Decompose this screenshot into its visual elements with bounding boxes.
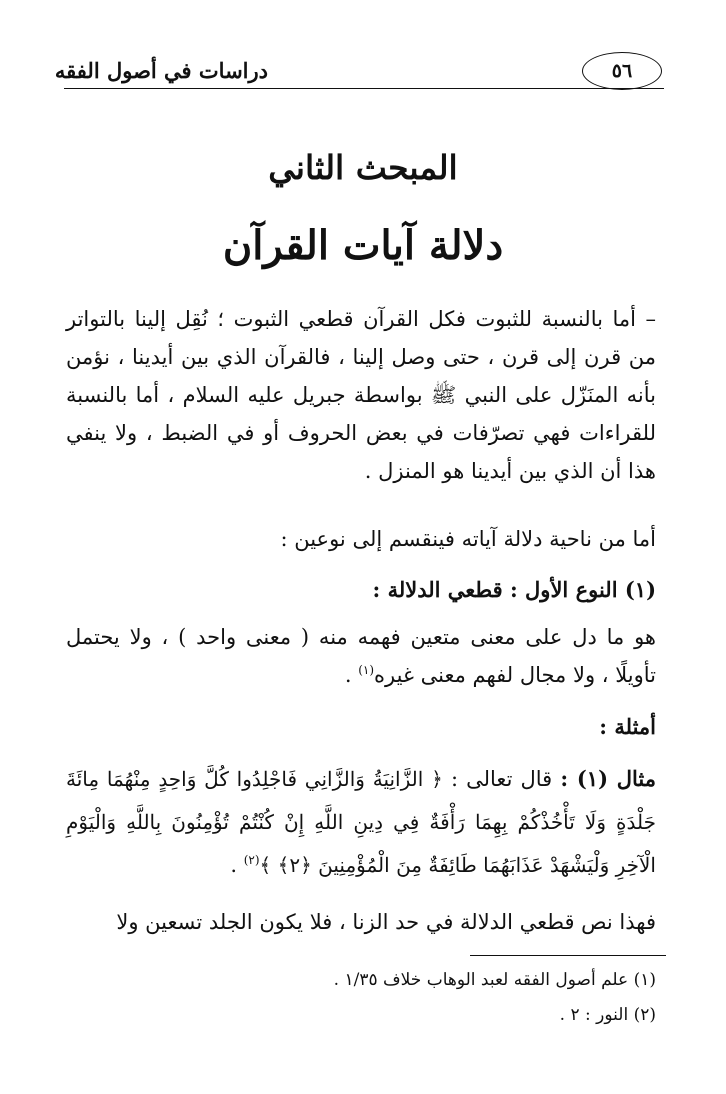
paragraph-example-1	[66, 757, 656, 887]
quran-verse: ﴿ الزَّانِيَةُ وَالزَّانِي فَاجْلِدُوا كُلَّ وَاحِدٍ مِنْهُمَا مِائَةَ جَلْدَةٍ وَلَا تَأْخُذْكُمْ بِهِمَا رَأْفَةٌ فِي دِينِ اللَّهِ إِنْ كُنْتُمْ تُؤْمِنُونَ بِاللَّهِ وَالْيَوْمِ الْآخِرِ وَلْيَشْهَدْ عَذَابَهُمَا طَائِفَةٌ مِنَ الْمُؤْمِنِينَ ﴿٢﴾ ﴾	[66, 767, 656, 877]
page-number: ٥٦	[582, 52, 662, 90]
example-end: .	[230, 853, 244, 877]
section-heading: المبحث الثاني	[268, 148, 458, 187]
paragraph-conclusion: فهذا نص قطعي الدلالة في حد الزنا ، فلا يكون الجلد تسعين ولا	[116, 910, 656, 934]
definition-text: هو ما دل على معنى متعين فهمه منه ( معنى واحد ) ، ولا يحتمل تأويلًا ، ولا مجال لفهم معنى غيره	[66, 625, 656, 687]
footnote-ref-2: (٢)	[243, 853, 260, 867]
chapter-title: دلالة آيات القرآن	[222, 222, 504, 269]
paragraph-definition	[66, 618, 656, 694]
paragraph-transmission: – أما بالنسبة للثبوت فكل القرآن قطعي الثبوت ؛ نُقِل إلينا بالتواتر من قرن إلى قرن ، حتى وصل إلينا ، فالقرآن الذي بين أيدينا ، نؤمن بأنه المنَزّل على النبي ﷺ بواسطة جبريل عليه السلام ، أما بالنسبة للقراءات فهي تصرّفات في بعض الحروف أو في الضبط ، ولا ينفي هذا أن الذي بين أيدينا هو المنزل .	[66, 307, 656, 483]
example-label: مثال (١) :	[560, 766, 657, 791]
paragraph-division: أما من ناحية دلالة آياته فينقسم إلى نوعين :	[280, 527, 656, 551]
subheading-examples: أمثلة :	[599, 714, 656, 739]
running-header-title: دراسات في أصول الفقه	[54, 58, 268, 83]
definition-end: .	[344, 663, 359, 687]
header-rule	[64, 88, 664, 89]
footnote-rule	[470, 955, 666, 956]
footnote-2: (٢) النور : ٢ .	[559, 1005, 656, 1025]
subheading-definitive-indication: (١) النوع الأول : قطعي الدلالة :	[372, 577, 656, 602]
footnote-1: (١) علم أصول الفقه لعبد الوهاب خلاف ١/٣٥ .	[333, 970, 656, 990]
footnote-ref-1: (١)	[358, 663, 375, 677]
example-intro: قال تعالى :	[442, 767, 561, 791]
